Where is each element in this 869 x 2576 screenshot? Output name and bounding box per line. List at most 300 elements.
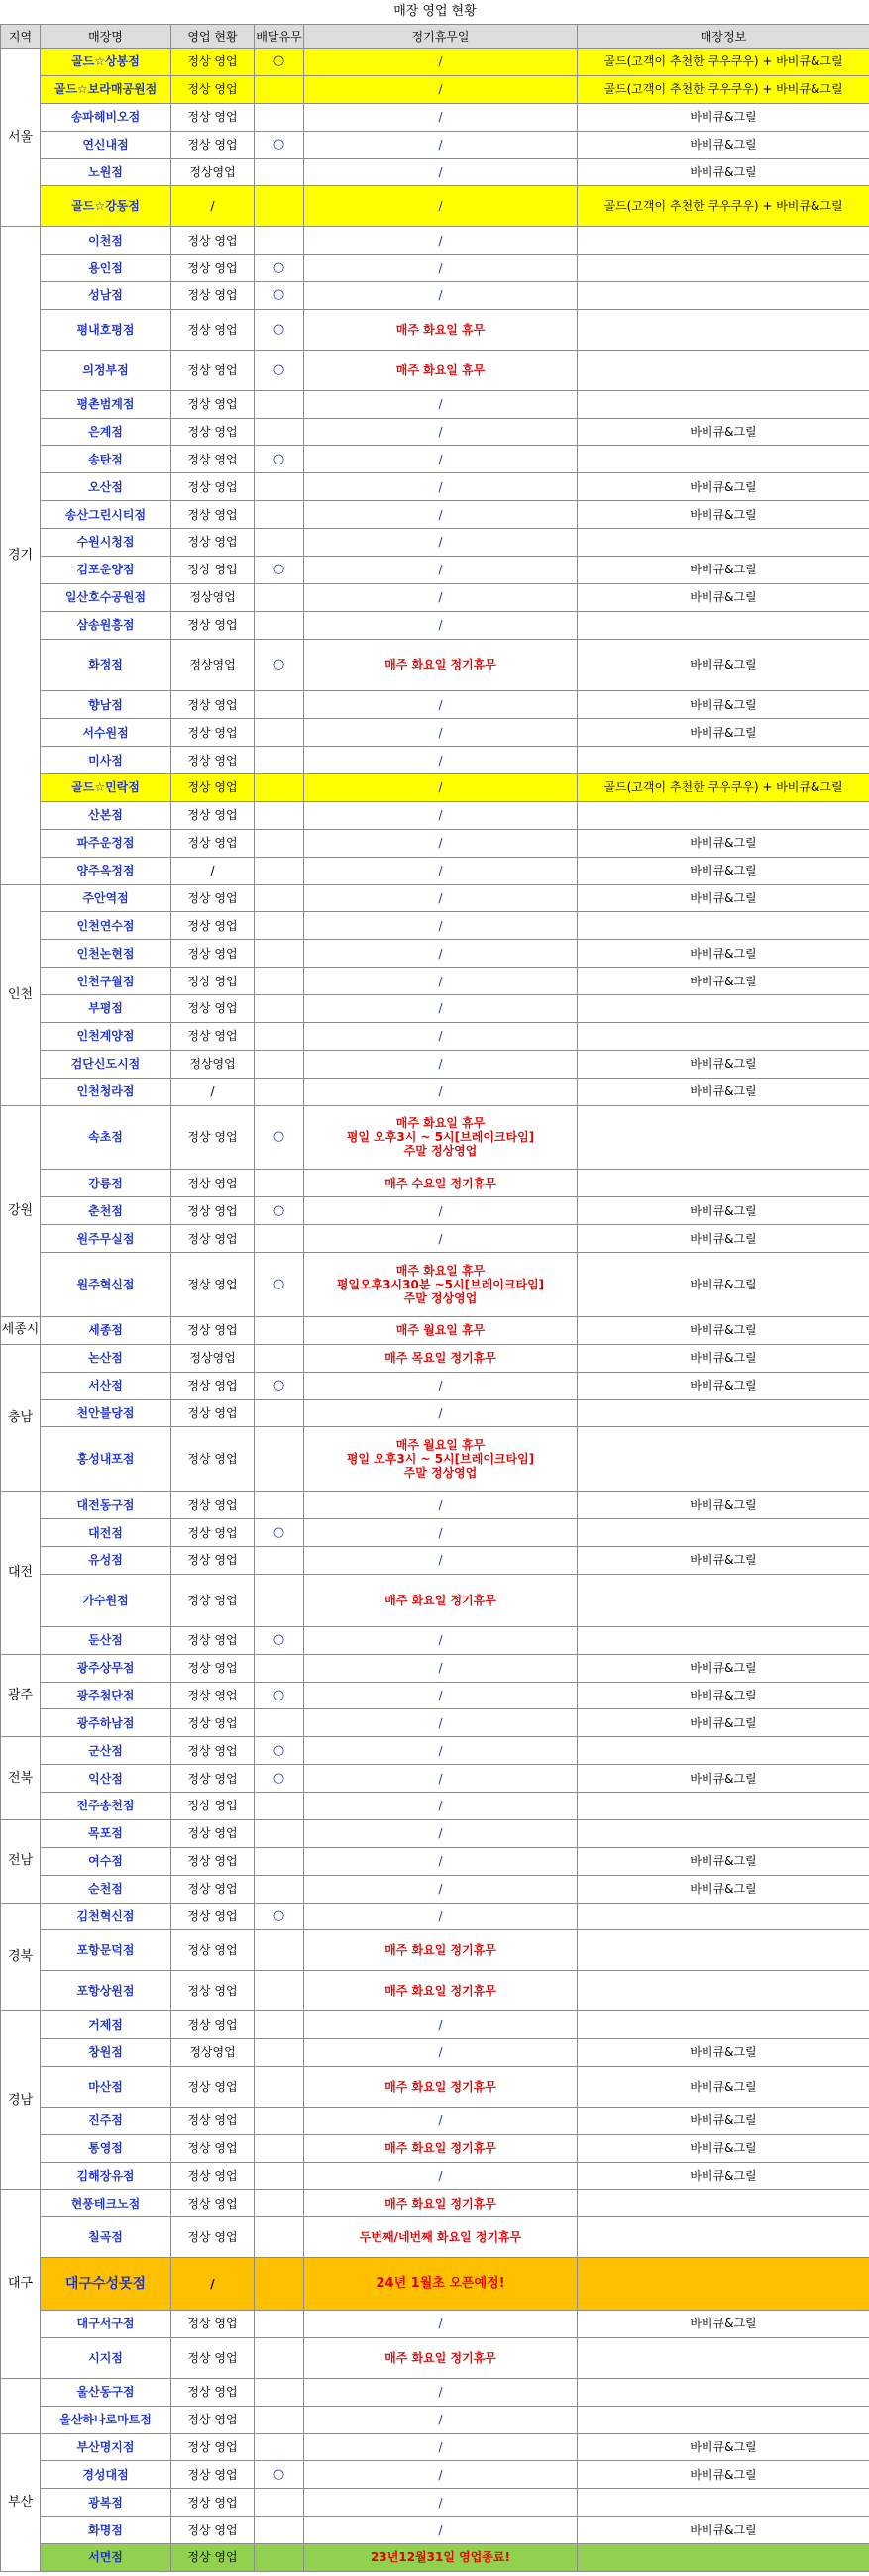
store-name: 속초점 xyxy=(41,1105,171,1170)
store-info xyxy=(578,611,869,639)
region-cell: 경북 xyxy=(1,1903,41,2011)
store-info xyxy=(578,1574,869,1626)
table-row xyxy=(1,1399,869,1427)
regular-closed-day xyxy=(304,2337,578,2378)
delivery-mark: ○ xyxy=(255,1105,304,1170)
table-row xyxy=(1,2461,869,2489)
store-name: 이천점 xyxy=(41,227,171,255)
regular-closed-day xyxy=(304,884,578,912)
regular-closed-day xyxy=(304,309,578,350)
store-name: 천안불당점 xyxy=(41,1399,171,1427)
delivery-mark xyxy=(255,747,304,774)
business-status: 정상 영업 xyxy=(171,2378,255,2406)
store-name: 골드☆상봉점 xyxy=(41,49,171,76)
business-status: / xyxy=(171,2258,255,2311)
business-status: 정상 영업 xyxy=(171,1930,255,1971)
table-row xyxy=(1,774,869,802)
table-row xyxy=(1,2066,869,2107)
table-row xyxy=(1,2107,869,2134)
delivery-mark xyxy=(255,829,304,857)
store-info: 바비큐&그릴 xyxy=(578,158,869,186)
closed-day-line: / xyxy=(438,725,443,740)
regular-closed-day xyxy=(304,1492,578,1519)
store-name: 순천점 xyxy=(41,1875,171,1903)
store-name: 파주운정점 xyxy=(41,829,171,857)
table-row xyxy=(1,350,869,390)
store-name: 검단신도시점 xyxy=(41,1050,171,1078)
business-status: 정상 영업 xyxy=(171,418,255,446)
delivery-mark xyxy=(255,75,304,103)
closed-day-line: 매주 화요일 정기휴무 xyxy=(384,1943,496,1958)
regular-closed-day xyxy=(304,1574,578,1626)
closed-day-line: 매주 화요일 정기휴무 xyxy=(384,2196,496,2211)
business-status: / xyxy=(171,857,255,884)
delivery-mark: ○ xyxy=(255,1197,304,1225)
store-name: 화명점 xyxy=(41,2517,171,2544)
delivery-mark: ○ xyxy=(255,1737,304,1765)
store-name: 노원점 xyxy=(41,158,171,186)
store-info: 바비큐&그릴 xyxy=(578,1372,869,1399)
table-row xyxy=(1,556,869,583)
regular-closed-day xyxy=(304,1793,578,1820)
store-info: 바비큐&그릴 xyxy=(578,2162,869,2190)
table-row xyxy=(1,2517,869,2544)
delivery-mark xyxy=(255,529,304,557)
store-info xyxy=(578,2378,869,2406)
closed-day-line: / xyxy=(438,2439,443,2454)
regular-closed-day xyxy=(304,2378,578,2406)
business-status: 정상 영업 xyxy=(171,1105,255,1170)
table-row xyxy=(1,1492,869,1519)
table-row xyxy=(1,1105,869,1170)
table-row xyxy=(1,2544,869,2572)
delivery-mark: ○ xyxy=(255,255,304,282)
regular-closed-day xyxy=(304,1847,578,1875)
business-status: 정상 영업 xyxy=(171,1197,255,1225)
closed-day-line: 매주 수요일 정기휴무 xyxy=(384,1176,496,1190)
delivery-mark xyxy=(255,2378,304,2406)
store-name: 의정부점 xyxy=(41,350,171,390)
table-row xyxy=(1,131,869,158)
delivery-mark: ○ xyxy=(255,639,304,691)
business-status: 정상영업 xyxy=(171,158,255,186)
closed-day-line: 매주 월요일 휴무 xyxy=(395,1323,486,1338)
regular-closed-day xyxy=(304,529,578,557)
store-name: 시지점 xyxy=(41,2337,171,2378)
regular-closed-day xyxy=(304,2107,578,2134)
page-title: 매장 영업 현황 xyxy=(393,4,477,19)
table-row xyxy=(1,158,869,186)
delivery-mark xyxy=(255,611,304,639)
business-status: 정상 영업 xyxy=(171,1903,255,1930)
regular-closed-day xyxy=(304,2489,578,2517)
regular-closed-day xyxy=(304,1105,578,1170)
store-name: 미사점 xyxy=(41,747,171,774)
delivery-mark xyxy=(255,186,304,227)
regular-closed-day xyxy=(304,49,578,76)
store-name: 인천논현점 xyxy=(41,940,171,968)
delivery-mark xyxy=(255,857,304,884)
closed-day-line: / xyxy=(438,260,443,275)
business-status: 정상 영업 xyxy=(171,1793,255,1820)
closed-day-line: / xyxy=(438,1057,443,1072)
closed-day-line: 매주 월요일 휴무 xyxy=(395,1438,486,1453)
store-info xyxy=(578,2544,869,2572)
delivery-mark xyxy=(255,1492,304,1519)
closed-day-line: / xyxy=(438,1379,443,1393)
closed-day-line: / xyxy=(438,864,443,878)
delivery-mark xyxy=(255,103,304,131)
store-info xyxy=(578,227,869,255)
table-row xyxy=(1,1050,869,1078)
store-name: 성남점 xyxy=(41,282,171,310)
table-row xyxy=(1,2311,869,2338)
table-row xyxy=(1,968,869,995)
regular-closed-day xyxy=(304,131,578,158)
business-status: 정상 영업 xyxy=(171,49,255,76)
store-info: 바비큐&그릴 xyxy=(578,1765,869,1793)
store-info: 바비큐&그릴 xyxy=(578,1709,869,1737)
region-cell: 대전 xyxy=(1,1492,41,1654)
delivery-mark xyxy=(255,1574,304,1626)
business-status: 정상 영업 xyxy=(171,1225,255,1253)
table-row xyxy=(1,2162,869,2190)
store-name: 원주혁신점 xyxy=(41,1253,171,1317)
store-info: 바비큐&그릴 xyxy=(578,2433,869,2461)
delivery-mark xyxy=(255,2337,304,2378)
table-row xyxy=(1,1519,869,1547)
business-status: 정상 영업 xyxy=(171,556,255,583)
business-status: 정상 영업 xyxy=(171,968,255,995)
store-name: 포항상원점 xyxy=(41,1971,171,2011)
business-status: 정상 영업 xyxy=(171,2311,255,2338)
store-name: 주안역점 xyxy=(41,884,171,912)
regular-closed-day xyxy=(304,719,578,747)
business-status: 정상영업 xyxy=(171,2039,255,2067)
delivery-mark xyxy=(255,1022,304,1050)
table-row xyxy=(1,1875,869,1903)
closed-day-line: / xyxy=(438,563,443,577)
business-status: 정상 영업 xyxy=(171,1022,255,1050)
store-name: 익산점 xyxy=(41,1765,171,1793)
business-status: 정상 영업 xyxy=(171,1547,255,1575)
store-info: 바비큐&그릴 xyxy=(578,1547,869,1575)
closed-day-line: / xyxy=(438,618,443,633)
store-name: 송파헤비오점 xyxy=(41,103,171,131)
delivery-mark xyxy=(255,583,304,611)
business-status: 정상 영업 xyxy=(171,719,255,747)
closed-day-line: / xyxy=(438,233,443,248)
store-name: 인천계양점 xyxy=(41,1022,171,1050)
store-name: 김포운양점 xyxy=(41,556,171,583)
business-status: 정상 영업 xyxy=(171,2433,255,2461)
business-status: 정상 영업 xyxy=(171,1316,255,1344)
delivery-mark: ○ xyxy=(255,49,304,76)
business-status: 정상 영업 xyxy=(171,995,255,1023)
store-info: 바비큐&그릴 xyxy=(578,1847,869,1875)
business-status: 정상영업 xyxy=(171,1050,255,1078)
closed-day-line: / xyxy=(438,2113,443,2128)
business-status: 정상 영업 xyxy=(171,2162,255,2190)
table-row xyxy=(1,390,869,418)
store-name: 인천청라점 xyxy=(41,1078,171,1105)
table-row xyxy=(1,1654,869,1682)
regular-closed-day xyxy=(304,1078,578,1105)
store-info: 바비큐&그릴 xyxy=(578,103,869,131)
table-row xyxy=(1,2489,869,2517)
store-info: 바비큐&그릴 xyxy=(578,1316,869,1344)
store-info xyxy=(578,2406,869,2433)
delivery-mark xyxy=(255,2258,304,2311)
closed-day-line: / xyxy=(438,780,443,795)
store-info: 바비큐&그릴 xyxy=(578,691,869,719)
table-row xyxy=(1,309,869,350)
business-status: / xyxy=(171,186,255,227)
regular-closed-day xyxy=(304,2544,578,2572)
store-info xyxy=(578,2011,869,2039)
store-info xyxy=(578,309,869,350)
regular-closed-day xyxy=(304,446,578,473)
business-status: 정상 영업 xyxy=(171,2517,255,2544)
store-info xyxy=(578,2217,869,2258)
closed-day-line: / xyxy=(438,452,443,466)
business-status: 정상 영업 xyxy=(171,1682,255,1709)
table-row xyxy=(1,639,869,691)
regular-closed-day xyxy=(304,857,578,884)
business-status: 정상 영업 xyxy=(171,2134,255,2162)
delivery-mark xyxy=(255,774,304,802)
header-status: 영업 현황 xyxy=(171,25,255,49)
delivery-mark xyxy=(255,719,304,747)
store-info: 바비큐&그릴 xyxy=(578,1875,869,1903)
store-info: 바비큐&그릴 xyxy=(578,131,869,158)
store-info: 바비큐&그릴 xyxy=(578,2517,869,2544)
regular-closed-day xyxy=(304,1050,578,1078)
business-status: 정상 영업 xyxy=(171,1737,255,1765)
closed-day-line: / xyxy=(438,535,443,550)
delivery-mark: ○ xyxy=(255,2461,304,2489)
header-store-info: 매장정보 xyxy=(578,25,869,49)
regular-closed-day xyxy=(304,1197,578,1225)
table-row xyxy=(1,1819,869,1847)
delivery-mark xyxy=(255,1654,304,1682)
table-row xyxy=(1,1709,869,1737)
store-name: 둔산점 xyxy=(41,1626,171,1654)
delivery-mark xyxy=(255,1793,304,1820)
store-info: 바비큐&그릴 xyxy=(578,1225,869,1253)
store-info xyxy=(578,2489,869,2517)
delivery-mark xyxy=(255,473,304,501)
business-status: / xyxy=(171,1078,255,1105)
table-row xyxy=(1,1903,869,1930)
store-name: 대전동구점 xyxy=(41,1492,171,1519)
delivery-mark xyxy=(255,1399,304,1427)
store-info: 골드(고객이 추천한 쿠우쿠우) + 바비큐&그릴 xyxy=(578,49,869,76)
table-row xyxy=(1,2433,869,2461)
table-row xyxy=(1,801,869,829)
business-status: 정상 영업 xyxy=(171,1574,255,1626)
closed-day-line: / xyxy=(438,1029,443,1044)
delivery-mark xyxy=(255,2162,304,2190)
store-info: 바비큐&그릴 xyxy=(578,1050,869,1078)
table-row xyxy=(1,1626,869,1654)
store-info: 바비큐&그릴 xyxy=(578,583,869,611)
store-name: 김천혁신점 xyxy=(41,1903,171,1930)
business-status: 정상 영업 xyxy=(171,103,255,131)
delivery-mark xyxy=(255,1050,304,1078)
regular-closed-day xyxy=(304,1519,578,1547)
header-row xyxy=(1,25,869,49)
store-info xyxy=(578,282,869,310)
closed-day-line: / xyxy=(438,946,443,961)
store-name: 칠곡점 xyxy=(41,2217,171,2258)
regular-closed-day xyxy=(304,227,578,255)
delivery-mark xyxy=(255,2066,304,2107)
table-row xyxy=(1,747,869,774)
regular-closed-day xyxy=(304,2011,578,2039)
business-status: 정상영업 xyxy=(171,639,255,691)
region-cell: 충남 xyxy=(1,1344,41,1492)
table-row xyxy=(1,1971,869,2011)
store-name: 골드☆보라매공원점 xyxy=(41,75,171,103)
store-name: 대구서구점 xyxy=(41,2311,171,2338)
delivery-mark xyxy=(255,418,304,446)
table-row xyxy=(1,719,869,747)
store-info: 바비큐&그릴 xyxy=(578,2134,869,2162)
table-row xyxy=(1,1793,869,1820)
delivery-mark xyxy=(255,691,304,719)
business-status: 정상 영업 xyxy=(171,940,255,968)
business-status: 정상 영업 xyxy=(171,529,255,557)
store-info: 바비큐&그릴 xyxy=(578,418,869,446)
store-name: 군산점 xyxy=(41,1737,171,1765)
region-cell: 경남 xyxy=(1,2011,41,2190)
closed-day-line: / xyxy=(438,1799,443,1813)
store-name: 평내호평점 xyxy=(41,309,171,350)
business-status: 정상 영업 xyxy=(171,747,255,774)
table-row xyxy=(1,940,869,968)
business-status: 정상 영업 xyxy=(171,1626,255,1654)
business-status: 정상 영업 xyxy=(171,131,255,158)
store-name: 가수원점 xyxy=(41,1574,171,1626)
header-store: 매장명 xyxy=(41,25,171,49)
closed-day-line: / xyxy=(438,808,443,823)
store-name: 유성점 xyxy=(41,1547,171,1575)
regular-closed-day xyxy=(304,2461,578,2489)
store-name: 부평점 xyxy=(41,995,171,1023)
store-info xyxy=(578,912,869,940)
store-name: 여수점 xyxy=(41,1847,171,1875)
regular-closed-day xyxy=(304,1765,578,1793)
regular-closed-day xyxy=(304,1225,578,1253)
table-row xyxy=(1,1427,869,1492)
delivery-mark xyxy=(255,2406,304,2433)
closed-day-line: / xyxy=(438,1771,443,1786)
regular-closed-day xyxy=(304,473,578,501)
regular-closed-day xyxy=(304,2066,578,2107)
closed-day-line: 매주 화요일 정기휴무 xyxy=(384,2141,496,2156)
store-name: 산본점 xyxy=(41,801,171,829)
store-name: 서산점 xyxy=(41,1372,171,1399)
region-cell: 강원 xyxy=(1,1105,41,1316)
store-info xyxy=(578,350,869,390)
delivery-mark xyxy=(255,1819,304,1847)
region-cell: 부산 xyxy=(1,2433,41,2571)
business-status: 정상 영업 xyxy=(171,1399,255,1427)
regular-closed-day xyxy=(304,583,578,611)
store-name: 수원시청점 xyxy=(41,529,171,557)
closed-day-line: / xyxy=(438,2467,443,2482)
closed-day-line: / xyxy=(438,1084,443,1099)
closed-day-line: 주말 정상영업 xyxy=(403,1290,478,1305)
closed-day-line: / xyxy=(438,1688,443,1702)
regular-closed-day xyxy=(304,995,578,1023)
store-info: 골드(고객이 추천한 쿠우쿠우) + 바비큐&그릴 xyxy=(578,75,869,103)
store-name: 창원점 xyxy=(41,2039,171,2067)
business-status: 정상 영업 xyxy=(171,1253,255,1317)
closed-day-line: / xyxy=(438,697,443,712)
closed-day-line: / xyxy=(438,2385,443,2400)
regular-closed-day xyxy=(304,1547,578,1575)
table-row xyxy=(1,1316,869,1344)
store-name: 현풍테크노점 xyxy=(41,2190,171,2217)
store-info: 골드(고객이 추천한 쿠우쿠우) + 바비큐&그릴 xyxy=(578,186,869,227)
table-row xyxy=(1,1737,869,1765)
store-info: 바비큐&그릴 xyxy=(578,1492,869,1519)
business-status: 정상 영업 xyxy=(171,2337,255,2378)
closed-day-line: / xyxy=(438,1908,443,1923)
store-info xyxy=(578,1626,869,1654)
store-name: 울산하나로마트점 xyxy=(41,2406,171,2433)
delivery-mark xyxy=(255,2011,304,2039)
delivery-mark xyxy=(255,2217,304,2258)
table-row xyxy=(1,1170,869,1197)
delivery-mark: ○ xyxy=(255,1765,304,1793)
closed-day-line: / xyxy=(438,2017,443,2032)
header-delivery: 배달유무 xyxy=(255,25,304,49)
delivery-mark xyxy=(255,1930,304,1971)
store-info: 바비큐&그릴 xyxy=(578,2311,869,2338)
closed-day-line: / xyxy=(438,1661,443,1676)
closed-day-line: / xyxy=(438,1553,443,1568)
table-row xyxy=(1,2190,869,2217)
delivery-mark: ○ xyxy=(255,131,304,158)
table-row xyxy=(1,1078,869,1105)
delivery-mark xyxy=(255,1547,304,1575)
regular-closed-day xyxy=(304,2517,578,2544)
delivery-mark: ○ xyxy=(255,1903,304,1930)
delivery-mark xyxy=(255,2433,304,2461)
business-status: 정상 영업 xyxy=(171,255,255,282)
delivery-mark: ○ xyxy=(255,1372,304,1399)
closed-day-line: / xyxy=(438,1405,443,1420)
table-row xyxy=(1,473,869,501)
store-name: 논산점 xyxy=(41,1344,171,1372)
closed-day-line: / xyxy=(438,1203,443,1218)
store-info xyxy=(578,1399,869,1427)
regular-closed-day xyxy=(304,158,578,186)
store-info xyxy=(578,1793,869,1820)
regular-closed-day xyxy=(304,1022,578,1050)
delivery-mark: ○ xyxy=(255,446,304,473)
business-status: 정상 영업 xyxy=(171,390,255,418)
business-status: 정상 영업 xyxy=(171,473,255,501)
store-name: 은계점 xyxy=(41,418,171,446)
business-status: 정상 영업 xyxy=(171,350,255,390)
regular-closed-day xyxy=(304,829,578,857)
store-info xyxy=(578,1170,869,1197)
delivery-mark xyxy=(255,158,304,186)
